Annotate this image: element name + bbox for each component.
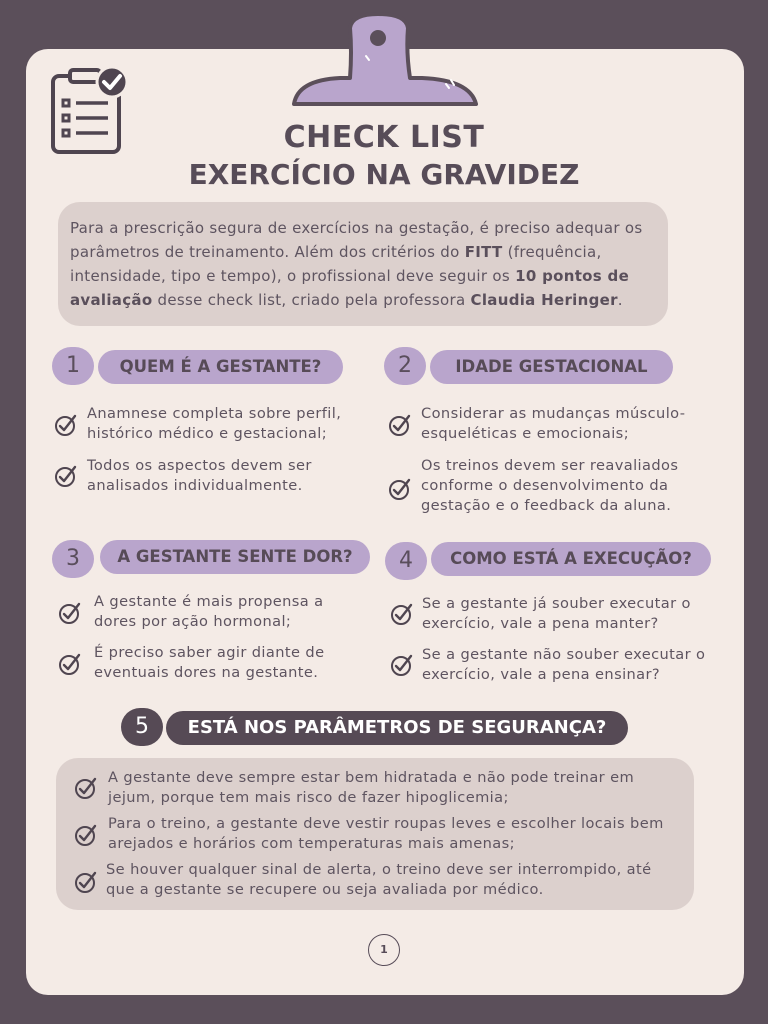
section-2-item: Os treinos devem ser reavaliados conforme o desenvolvimento da gestação e o feedback da aluna. bbox=[421, 457, 679, 514]
section-3-item: A gestante é mais propensa a dores por ação hormonal; bbox=[94, 593, 324, 630]
section-5-title: ESTÁ NOS PARÂMETROS DE SEGURANÇA? bbox=[166, 711, 628, 745]
intro-pontos: 10 pontos de avaliação bbox=[70, 267, 630, 309]
intro-text: desse check list, criado pela professora bbox=[152, 291, 471, 309]
section-1-number: 1 bbox=[52, 347, 94, 385]
check-circle-icon bbox=[388, 413, 412, 437]
section-5-item: Se houver qualquer sinal de alerta, o treino deve ser interrompido, até que a gestante se recupere ou seja avaliada por médico. bbox=[106, 861, 652, 898]
section-5-item: A gestante deve sempre estar bem hidratada e não pode treinar em jejum, porque tem mais risco de fazer hipoglicemia; bbox=[108, 769, 635, 806]
section-3-number: 3 bbox=[52, 540, 94, 578]
intro-box bbox=[58, 202, 668, 326]
section-4-item: Se a gestante não souber executar o exercício, vale a pena ensinar? bbox=[422, 646, 706, 683]
check-circle-icon bbox=[74, 823, 98, 847]
section-1-item: Todos os aspectos devem ser analisados individualmente. bbox=[87, 457, 312, 494]
section-4-title: COMO ESTÁ A EXECUÇÃO? bbox=[431, 542, 711, 576]
intro-fitt: FITT bbox=[464, 243, 503, 261]
page-subtitle: EXERCÍCIO NA GRAVIDEZ bbox=[188, 158, 580, 191]
check-circle-icon bbox=[390, 653, 414, 677]
section-3-title: A GESTANTE SENTE DOR? bbox=[100, 540, 370, 574]
section-1-title: QUEM É A GESTANTE? bbox=[98, 350, 343, 384]
section-5-number: 5 bbox=[121, 708, 163, 746]
check-circle-icon bbox=[58, 601, 82, 625]
section-2-item: Considerar as mudanças músculo-esqueléticas e emocionais; bbox=[421, 405, 686, 442]
clipboard-icon bbox=[290, 12, 480, 112]
section-2-title: IDADE GESTACIONAL bbox=[430, 350, 673, 384]
intro-text: (frequência, intensidade, tipo e tempo), o profissional deve seguir os bbox=[70, 243, 602, 285]
check-circle-icon bbox=[390, 602, 414, 626]
intro-text: Para a prescrição segura de exercícios na gestação, é preciso adequar os parâmetros de treinamento. Além dos critérios do bbox=[70, 219, 643, 261]
page-number: 1 bbox=[368, 934, 400, 966]
section-1-item: Anamnese completa sobre perfil, histórico médico e gestacional; bbox=[87, 405, 342, 442]
section-3-item: É preciso saber agir diante de eventuais dores na gestante. bbox=[94, 644, 325, 681]
check-circle-icon bbox=[388, 477, 412, 501]
intro-text: . bbox=[617, 291, 623, 309]
check-circle-icon bbox=[54, 464, 78, 488]
section-4-number: 4 bbox=[385, 542, 427, 580]
check-circle-icon bbox=[74, 870, 98, 894]
section-2-number: 2 bbox=[384, 347, 426, 385]
check-circle-icon bbox=[58, 652, 82, 676]
section-5-item: Para o treino, a gestante deve vestir roupas leves e escolher locais bem arejados e horários com temperaturas mais amenas; bbox=[108, 815, 664, 852]
check-circle-icon bbox=[74, 776, 98, 800]
check-circle-icon bbox=[54, 413, 78, 437]
intro-author: Claudia Heringer bbox=[470, 291, 618, 309]
section-4-item: Se a gestante já souber executar o exercício, vale a pena manter? bbox=[422, 595, 691, 632]
page-title: CHECK LIST bbox=[283, 120, 485, 155]
